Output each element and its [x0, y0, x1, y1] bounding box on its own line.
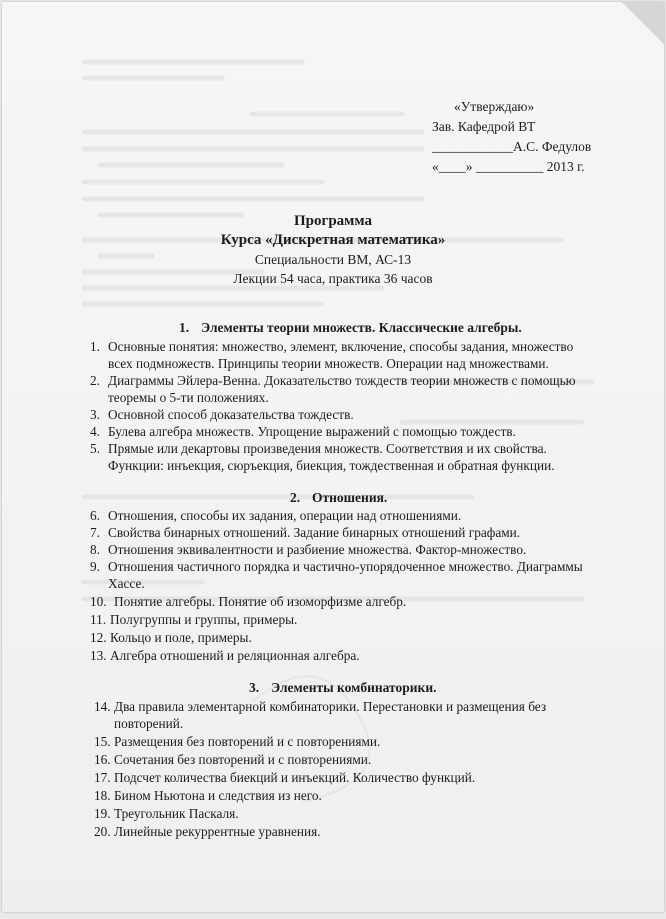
list-item-3: 3. Основной способ доказательства тождеств.	[90, 407, 354, 422]
program-title: Программа	[294, 213, 372, 229]
specialty-line: Специальности ВМ, АС-13	[254, 252, 412, 267]
approval-line-approve: «Утверждаю»	[454, 99, 535, 114]
list-item-20: 20. Линейные рекуррентные уравнения.	[94, 824, 321, 839]
list-item-2: 2. Диаграммы Эйлера-Венна. Доказательство тождеств теории множеств с помощью теоремы о 5-ти положениях.	[90, 373, 576, 405]
approval-line-signature: ____________А.С. Федулов	[432, 139, 592, 154]
list-item-9: 9. Отношения частичного порядка и частично-упорядоченное множество. Диаграммы Хассе.	[90, 559, 583, 591]
list-item-16: 16. Сочетания без повторений и с повторениями.	[94, 752, 372, 767]
approval-line-head: Зав. Кафедрой ВТ	[432, 119, 536, 134]
list-item-19: 19. Треугольник Паскаля.	[94, 806, 239, 821]
list-item-13: 13. Алгебра отношений и реляционная алгебра.	[90, 648, 360, 663]
course-title: Курса «Дискретная математика»	[220, 232, 446, 248]
list-item-11: 11. Полугруппы и группы, примеры.	[90, 612, 298, 627]
list-item-7: 7. Свойства бинарных отношений. Задание бинарных отношений графами.	[90, 525, 521, 540]
list-item-8: 8. Отношения эквивалентности и разбиение множества. Фактор-множество.	[90, 542, 527, 557]
list-item-15: 15. Размещения без повторений и с повторениями.	[94, 734, 381, 749]
section-heading-1: 1. Элементы теории множеств. Классические алгебры.	[179, 320, 522, 335]
list-item-10: 10. Понятие алгебры. Понятие об изоморфизме алгебр.	[90, 594, 407, 609]
list-item-6: 6. Отношения, способы их задания, операции над отношениями.	[90, 508, 462, 523]
approval-stamp-block	[432, 97, 622, 177]
hours-line: Лекции 54 часа, практика 36 часов	[233, 271, 433, 286]
list-item-5: 5. Прямые или декартовы произведения множеств. Соответствия и их свойства. Функции: инъекция, сюръекция, биекция, тождественная и обратная функции.	[90, 441, 555, 473]
list-item-1: 1. Основные понятия: множество, элемент, включение, способы задания, множество всех подмножеств. Принципы теории множеств. Операции над множествами.	[90, 339, 574, 371]
section-heading-2: 2. Отношения.	[290, 490, 388, 505]
list-item-17: 17. Подсчет количества биекций и инъекций. Количество функций.	[94, 770, 476, 785]
section-heading-3: 3. Элементы комбинаторики.	[249, 680, 437, 695]
list-item-12: 12. Кольцо и поле, примеры.	[90, 630, 252, 645]
program-title-block	[2, 212, 664, 288]
list-item-4: 4. Булева алгебра множеств. Упрощение выражений с помощью тождеств.	[90, 424, 516, 439]
list-item-14: 14. Два правила элементарной комбинаторики. Перестановки и размещения без повторений.	[94, 699, 547, 731]
list-item-18: 18. Бином Ньютона и следствия из него.	[94, 788, 322, 803]
approval-line-date: «____» __________ 2013 г.	[432, 159, 585, 174]
document-page	[2, 2, 664, 912]
